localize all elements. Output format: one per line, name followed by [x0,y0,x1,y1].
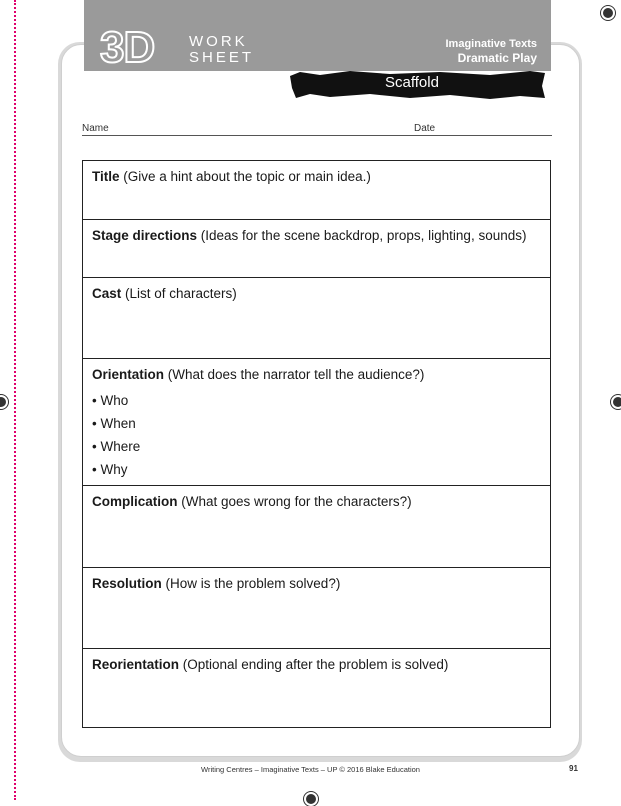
name-field-label: Name [82,123,109,134]
table-row-cast[interactable] [83,277,550,358]
worksheet-label-line-2: SHEET [189,49,255,66]
row-text [92,493,412,510]
row-hint: (List of characters) [121,286,237,301]
row-heading: Title [92,169,120,184]
row-hint: (How is the problem solved?) [161,576,341,591]
table-row-resolution[interactable] [83,567,550,648]
scaffold-label: Scaffold [385,74,439,91]
row-hint: (Optional ending after the problem is solved) [179,657,449,672]
registration-mark-bottom-icon [304,792,318,806]
orientation-bullet-list [92,389,140,481]
registration-mark-right-icon [611,395,621,409]
scaffold-table [82,160,551,728]
row-heading: Complication [92,494,178,509]
table-row-complication[interactable] [83,485,550,567]
table-row-title[interactable] [83,161,550,219]
table-row-orientation[interactable] [83,358,550,485]
date-field-label: Date [414,123,436,134]
registration-mark-left-icon [0,395,8,409]
row-hint: (What does the narrator tell the audience?) [164,367,425,382]
row-heading: Reorientation [92,657,180,672]
row-hint: (Give a hint about the topic or main idea.) [119,169,371,184]
row-text [92,227,526,244]
footer-credit: Writing Centres – Imaginative Texts – UP © 2016 Blake Education [201,765,420,774]
worksheet-number: 3D [100,23,155,72]
list-item: • Why [92,462,128,477]
row-hint: (Ideas for the scene backdrop, props, lighting, sounds) [197,228,527,243]
worksheet-label [189,34,254,66]
table-row-stage-directions[interactable] [83,219,550,277]
worksheet-label-line-1: WORK [189,33,248,50]
registration-mark-top-right-icon [601,6,615,20]
list-item: • Where [92,439,141,454]
row-hint: (What goes wrong for the characters?) [177,494,412,509]
series-subtitle: Dramatic Play [457,51,537,65]
row-heading: Cast [92,286,122,301]
list-item: • When [92,416,136,431]
row-text [92,366,424,383]
row-text [92,656,448,673]
table-row-reorientation[interactable] [83,648,550,727]
series-title: Imaginative Texts [445,38,537,50]
page-number: 91 [569,764,578,773]
row-heading: Resolution [92,576,162,591]
list-item: • Who [92,393,129,408]
row-heading: Stage directions [92,228,198,243]
name-date-write-line[interactable] [82,135,552,136]
row-heading: Orientation [92,367,165,382]
row-text [92,575,340,592]
row-text [92,285,237,302]
dotted-margin-guide [14,0,16,800]
row-text [92,168,371,185]
